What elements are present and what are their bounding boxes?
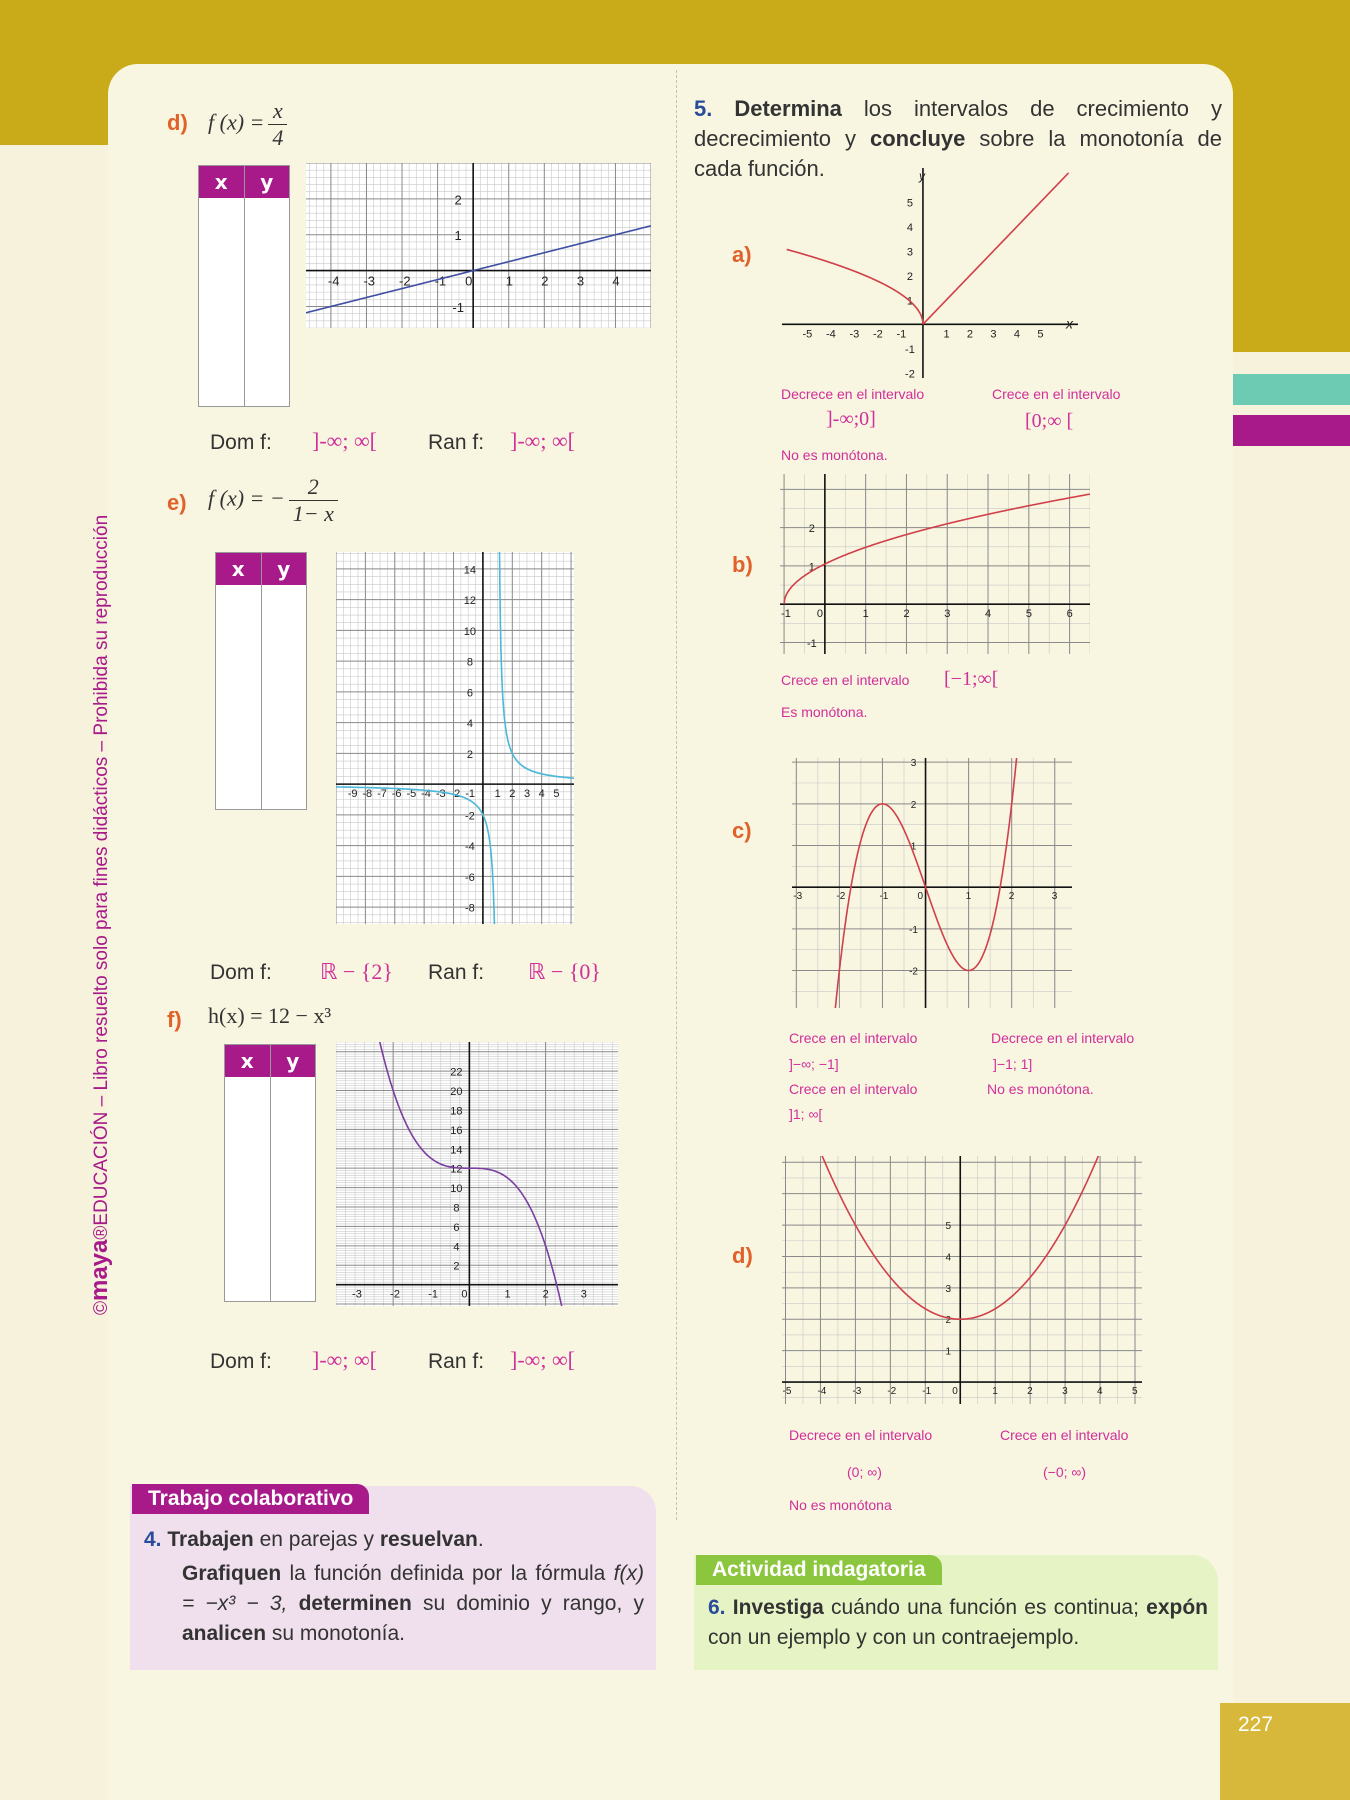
dom-value-d: ]-∞; ∞[ xyxy=(312,428,377,453)
x-tick-label: 2 xyxy=(542,1288,549,1301)
c-inc1-label: Crece en el intervalo xyxy=(789,1030,918,1046)
x-tick-label: 4 xyxy=(1097,1386,1103,1398)
x-tick-label: 2 xyxy=(1008,891,1015,903)
x-tick-label: 1 xyxy=(943,328,950,341)
graph-e-hyperbola xyxy=(336,552,574,924)
y-tick-label: -4 xyxy=(465,841,475,854)
y-tick-label: -1 xyxy=(452,299,464,315)
x-tick-label: 0 xyxy=(816,608,823,621)
x-tick-label: 3 xyxy=(1062,1386,1068,1398)
x-tick-label: -1 xyxy=(465,788,476,801)
exercise-5-text: 5. Determina los intervalos de crecimiento y decrecimiento y concluye sobre la monotonía de cada función. xyxy=(694,96,1222,181)
x-tick-label: -5 xyxy=(406,788,417,801)
graph-f-cubic xyxy=(336,1042,618,1306)
y-tick-label: 3 xyxy=(906,246,914,259)
x-tick-label: -2 xyxy=(887,1386,897,1398)
y-tick-label: 8 xyxy=(466,656,473,669)
d-dec-label: Decrece en el intervalo xyxy=(789,1427,933,1443)
x-tick-label: 5 xyxy=(1132,1386,1138,1398)
function-curve xyxy=(787,246,923,324)
y-tick-label: 5 xyxy=(945,1221,952,1233)
x-tick-label: 2 xyxy=(1027,1386,1033,1398)
y-axis-label: y xyxy=(918,169,925,183)
x-tick-label: 0 xyxy=(917,891,924,903)
xy-table-d: x y xyxy=(198,165,290,407)
xy-table-f: x y xyxy=(224,1044,316,1302)
x-tick-label: 2 xyxy=(966,328,974,341)
dom-label-e: Dom f: xyxy=(210,961,272,984)
collaborative-text: 4. Trabajen en parejas y resuelvan. Grafiquen la función definida por la fórmula f(x) = −x³ − 3, determinen su dominio y rango, y analicen su monotonía. xyxy=(144,1528,644,1645)
x-tick-label: -5 xyxy=(802,328,813,341)
right-b-label: b) xyxy=(732,552,753,577)
x-tick-label: 2 xyxy=(903,608,910,621)
x-tick-label: 4 xyxy=(612,273,620,289)
ran-label-f: Ran f: xyxy=(428,1350,485,1373)
y-tick-label: -1 xyxy=(909,924,918,936)
x-tick-label: 5 xyxy=(553,788,560,801)
y-tick-label: 14 xyxy=(450,1144,463,1157)
x-tick-label: 0 xyxy=(465,273,473,289)
d-dec-value: (0; ∞) xyxy=(847,1464,882,1480)
dom-label-d: Dom f: xyxy=(210,431,272,454)
x-tick-label: 4 xyxy=(538,788,545,801)
graph-a xyxy=(782,168,1078,378)
y-tick-label: 12 xyxy=(463,595,477,608)
x-tick-label: -3 xyxy=(435,788,446,801)
y-tick-label: 10 xyxy=(463,625,477,638)
y-tick-label: 2 xyxy=(466,748,473,761)
x-tick-label: -3 xyxy=(852,1386,862,1398)
y-tick-label: -2 xyxy=(905,368,915,378)
y-tick-label: 14 xyxy=(463,564,477,577)
x-tick-label: 0 xyxy=(952,1386,958,1398)
x-tick-label: -4 xyxy=(421,788,431,801)
xy-table-e: x y xyxy=(215,552,307,810)
x-tick-label: 3 xyxy=(523,788,531,801)
x-tick-label: -3 xyxy=(793,891,803,903)
inquiry-text: 6. Investiga cuándo una función es continua; expón con un ejemplo y con un contraejemplo. xyxy=(708,1596,1208,1649)
x-tick-label: -3 xyxy=(363,273,376,289)
y-tick-label: 20 xyxy=(450,1086,463,1099)
y-tick-label: 10 xyxy=(450,1183,463,1196)
a-dec-label: Decrece en el intervalo xyxy=(781,386,925,402)
x-tick-label: -2 xyxy=(872,328,883,341)
y-tick-label: 2 xyxy=(945,1315,952,1327)
y-tick-label: -2 xyxy=(465,810,475,823)
b-inc-label: Crece en el intervalo xyxy=(781,672,910,688)
y-tick-label: 3 xyxy=(945,1283,952,1295)
x-tick-label: 2 xyxy=(541,273,549,289)
d-inc-label: Crece en el intervalo xyxy=(1000,1427,1129,1443)
y-tick-label: 4 xyxy=(453,1241,460,1254)
y-tick-label: 1 xyxy=(945,1346,952,1358)
dom-value-e: ℝ − {2} xyxy=(320,959,393,984)
x-tick-label: 1 xyxy=(505,273,513,289)
a-dec-value: ]-∞;0] xyxy=(826,408,876,430)
x-axis-label: x xyxy=(1066,315,1073,332)
y-tick-label: 4 xyxy=(945,1252,952,1264)
dom-value-f: ]-∞; ∞[ xyxy=(312,1347,377,1372)
x-tick-label: -2 xyxy=(450,788,461,801)
y-tick-label: -2 xyxy=(909,966,918,978)
x-tick-label: -1 xyxy=(896,328,907,341)
y-tick-label: 2 xyxy=(808,523,815,536)
graph-c xyxy=(792,758,1072,1008)
y-tick-label: 5 xyxy=(906,197,914,210)
c-note: No es monótona. xyxy=(987,1081,1094,1097)
x-tick-label: -3 xyxy=(849,328,860,341)
x-tick-label: -2 xyxy=(390,1288,400,1301)
item-f-label: f) xyxy=(167,1007,182,1032)
graph-b xyxy=(780,474,1090,654)
c-inc1-value: ]−∞; −1] xyxy=(789,1056,839,1072)
ran-label-e: Ran f: xyxy=(428,961,485,984)
y-tick-label: 1 xyxy=(454,228,462,244)
copyright-notice: ©maya®EDUCACIÓN – Libro resuelto solo para fines didácticos – Prohibida su reproducción xyxy=(86,514,113,1315)
x-tick-label: -5 xyxy=(782,1386,792,1398)
y-tick-label: 6 xyxy=(453,1221,460,1234)
c-inc2-label: Crece en el intervalo xyxy=(789,1081,918,1097)
x-tick-label: 4 xyxy=(985,608,992,621)
x-tick-label: -7 xyxy=(377,788,387,801)
x-tick-label: 2 xyxy=(509,788,516,801)
y-tick-label: 2 xyxy=(906,270,914,283)
y-tick-label: -6 xyxy=(465,871,475,884)
right-banner xyxy=(1232,0,1350,352)
x-tick-label: 1 xyxy=(862,608,869,621)
x-tick-label: 4 xyxy=(1013,328,1021,341)
y-tick-label: -1 xyxy=(905,344,915,357)
b-note: Es monótona. xyxy=(781,704,868,720)
teal-tab xyxy=(1232,374,1350,405)
function-curve xyxy=(923,173,1069,324)
x-tick-label: 6 xyxy=(1066,608,1073,621)
x-tick-label: -2 xyxy=(836,891,846,903)
item-e-label: e) xyxy=(167,490,187,515)
y-tick-label: 2 xyxy=(454,192,462,208)
y-tick-label: 4 xyxy=(906,222,914,235)
x-tick-label: -6 xyxy=(391,788,402,801)
x-tick-label: 5 xyxy=(1025,608,1032,621)
y-tick-label: 12 xyxy=(450,1163,463,1176)
page-number: 227 xyxy=(1238,1713,1274,1736)
x-tick-label: -1 xyxy=(922,1386,932,1398)
y-tick-label: 1 xyxy=(910,841,917,853)
x-tick-label: 3 xyxy=(944,608,951,621)
y-tick-label: -8 xyxy=(465,902,475,915)
x-tick-label: -1 xyxy=(879,891,889,903)
c-dec-label: Decrece en el intervalo xyxy=(991,1030,1135,1046)
x-tick-label: -4 xyxy=(825,328,836,341)
x-tick-label: 3 xyxy=(576,273,585,289)
x-tick-label: 1 xyxy=(992,1386,998,1398)
x-tick-label: 5 xyxy=(1037,328,1044,341)
x-tick-label: 1 xyxy=(494,788,501,801)
x-tick-label: -8 xyxy=(362,788,373,801)
x-tick-label: 0 xyxy=(461,1288,468,1301)
ran-value-f: ]-∞; ∞[ xyxy=(510,1347,575,1372)
x-tick-label: -2 xyxy=(399,273,411,289)
x-tick-label: 1 xyxy=(504,1288,511,1301)
y-tick-label: 1 xyxy=(808,561,815,574)
ran-value-d: ]-∞; ∞[ xyxy=(510,428,575,453)
item-d-label: d) xyxy=(167,110,188,135)
item-d-formula: f (x) = $\frac{x}{4}$ xyxy=(208,98,287,151)
x-tick-label: 3 xyxy=(1051,891,1058,903)
x-tick-label: -1 xyxy=(434,273,447,289)
a-inc-label: Crece en el intervalo xyxy=(992,386,1121,402)
inquiry-tag: Actividad indagatoria xyxy=(696,1555,942,1585)
item-e-formula: f (x) = − $\frac{2}{1- x}$ xyxy=(208,474,338,527)
x-tick-label: -9 xyxy=(347,788,358,801)
x-tick-label: -1 xyxy=(428,1288,439,1301)
column-divider xyxy=(676,70,677,1520)
y-tick-label: 2 xyxy=(453,1260,460,1273)
d-inc-value: (−0; ∞) xyxy=(1043,1464,1087,1480)
ran-value-e: ℝ − {0} xyxy=(528,959,601,984)
ran-label-d: Ran f: xyxy=(428,431,485,454)
dom-label-f: Dom f: xyxy=(210,1350,272,1373)
y-tick-label: 6 xyxy=(466,687,473,700)
collaborative-tag: Trabajo colaborativo xyxy=(132,1484,369,1514)
a-inc-value: [0;∞ [ xyxy=(1025,410,1074,432)
item-f-formula: h(x) = 12 − x³ xyxy=(208,1003,332,1028)
y-tick-label: 2 xyxy=(910,799,917,811)
a-note: No es monótona. xyxy=(781,447,888,463)
x-tick-label: -4 xyxy=(817,1386,827,1398)
d-note: No es monótona xyxy=(789,1497,892,1513)
right-c-label: c) xyxy=(732,818,752,843)
function-curve xyxy=(784,494,1090,604)
graph-d-parabola xyxy=(782,1156,1142,1404)
graph-d-linear xyxy=(306,163,651,328)
y-tick-label: 18 xyxy=(450,1105,463,1118)
right-a-label: a) xyxy=(732,242,752,267)
y-tick-label: 3 xyxy=(910,758,917,770)
x-tick-label: 1 xyxy=(965,891,972,903)
y-tick-label: 8 xyxy=(453,1202,460,1215)
y-tick-label: 16 xyxy=(450,1124,463,1137)
y-tick-label: -1 xyxy=(806,638,817,651)
purple-tab xyxy=(1232,415,1350,446)
y-tick-label: 1 xyxy=(906,295,914,308)
right-d-label: d) xyxy=(732,1243,753,1268)
c-inc2-value: ]1; ∞[ xyxy=(789,1106,823,1122)
x-tick-label: -3 xyxy=(352,1288,362,1301)
y-tick-label: 4 xyxy=(466,718,473,731)
b-inc-value: [−1;∞[ xyxy=(944,668,999,690)
x-tick-label: -4 xyxy=(327,273,340,289)
c-dec-value: ]−1; 1] xyxy=(993,1056,1033,1072)
x-tick-label: 3 xyxy=(580,1288,587,1301)
y-tick-label: 22 xyxy=(450,1066,463,1079)
x-tick-label: 3 xyxy=(990,328,997,341)
x-tick-label: -1 xyxy=(781,608,791,621)
